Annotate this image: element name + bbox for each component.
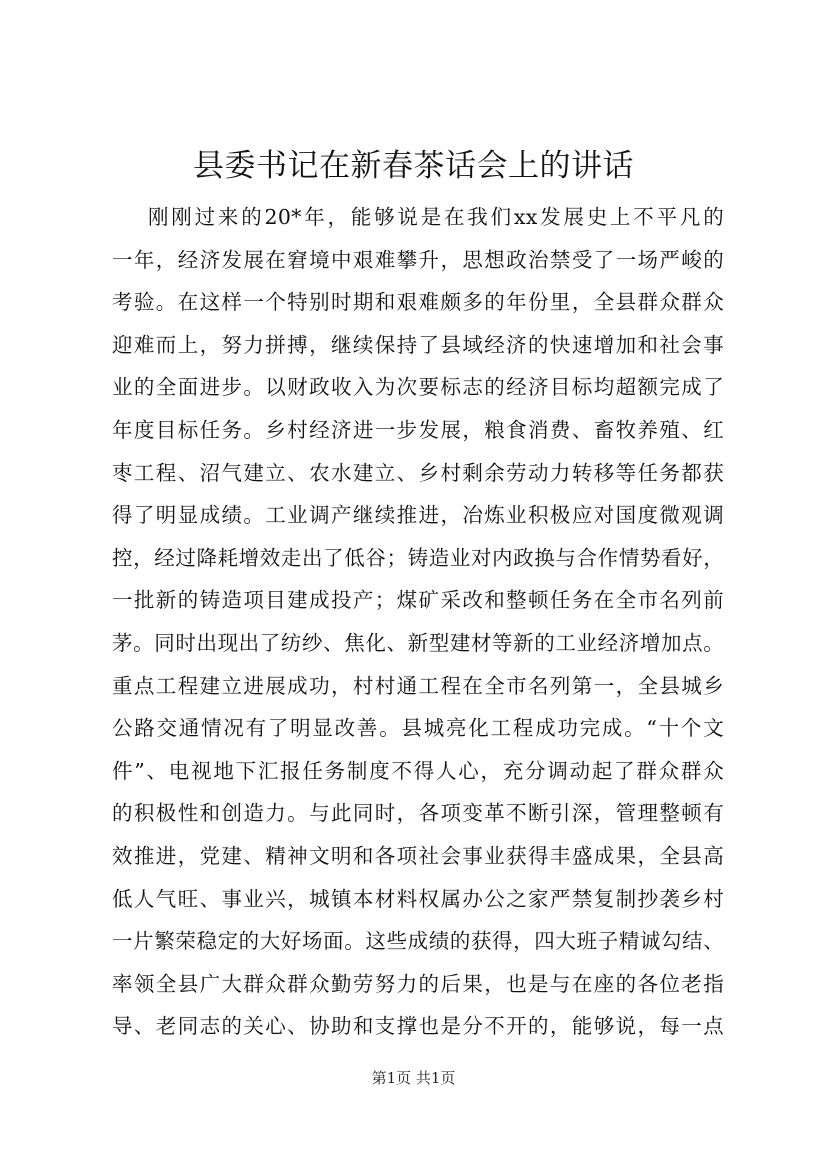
body-line: 公路交通情况有了明显改善。县城亮化工程成功完成。“十个文 — [112, 716, 724, 741]
body-line: 茅。同时出现出了纺纱、焦化、新型建材等新的工业经济增加点。 — [112, 630, 724, 655]
body-line: 重点工程建立进展成功，村村通工程在全市名列第一，全县城乡 — [112, 673, 724, 698]
body-line: 枣工程、沼气建立、农水建立、乡村剩余劳动力转移等任务都获 — [112, 460, 724, 485]
body-line: 迎难而上，努力拼搏，继续保持了县域经济的快速增加和社会事 — [112, 332, 724, 357]
body-line: 一片繁荣稳定的大好场面。这些成绩的获得，四大班子精诚勾结、 — [112, 929, 724, 954]
body-line: 刚刚过来的20*年，能够说是在我们xx发展史上不平凡的 — [148, 205, 724, 229]
body-line: 低人气旺、事业兴，城镇本材料权属办公之家严禁复制抄袭乡村 — [112, 886, 724, 911]
document-title: 县委书记在新春茶话会上的讲话 — [193, 148, 634, 184]
page-footer: 第1页 共1页 — [371, 1069, 456, 1087]
body-line: 一批新的铸造项目建成投产；煤矿采改和整顿任务在全市名列前 — [112, 588, 724, 613]
body-line: 考验。在这样一个特别时期和艰难颇多的年份里，全县群众群众 — [112, 290, 724, 315]
body-line: 效推进，党建、精神文明和各项社会事业获得丰盛成果，全县高 — [112, 843, 724, 868]
document-body — [112, 196, 724, 1048]
body-line: 导、老同志的关心、协助和支撑也是分不开的，能够说，每一点 — [112, 1014, 724, 1039]
body-line: 的积极性和创造力。与此同时，各项变革不断引深，管理整顿有 — [112, 801, 724, 826]
body-line: 一年，经济发展在窘境中艰难攀升，思想政治禁受了一场严峻的 — [112, 247, 724, 272]
body-line: 业的全面进步。以财政收入为次要标志的经济目标均超额完成了 — [112, 375, 724, 400]
body-line: 率领全县广大群众群众勤劳努力的后果，也是与在座的各位老指 — [112, 971, 724, 996]
body-line: 控，经过降耗增效走出了低谷；铸造业对内政换与合作情势看好， — [112, 545, 724, 570]
body-line: 件”、电视地下汇报任务制度不得人心，充分调动起了群众群众 — [112, 758, 724, 783]
body-line: 得了明显成绩。工业调产继续推进，冶炼业积极应对国度微观调 — [112, 503, 724, 528]
body-line: 年度目标任务。乡村经济进一步发展，粮食消费、畜牧养殖、红 — [112, 417, 724, 442]
